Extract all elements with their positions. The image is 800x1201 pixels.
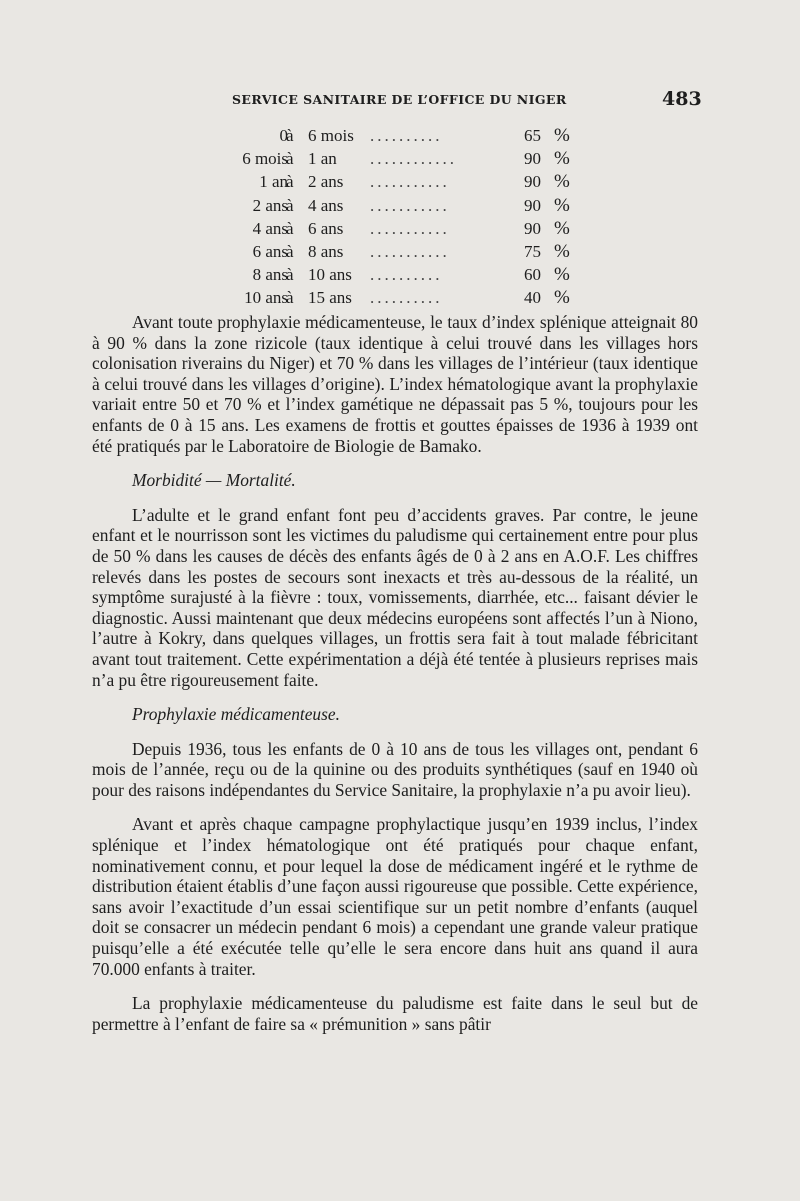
age-to: 1 an (308, 149, 337, 169)
table-row (210, 124, 580, 147)
age-from: 6 ans (252, 241, 288, 261)
percent-sign: % (554, 125, 570, 146)
age-to: 2 ans (308, 172, 344, 192)
age-separator: à (286, 288, 294, 308)
body-text (92, 312, 698, 1034)
rate-value: 90 (524, 149, 541, 169)
rate-value: 65 (524, 126, 541, 145)
section-heading: Prophylaxie médicamenteuse. (132, 704, 340, 725)
rate-value: 60 (524, 265, 541, 285)
age-to: 6 ans (308, 218, 344, 238)
percent-sign: % (554, 194, 570, 216)
age-separator: à (286, 172, 294, 192)
age-from: 2 ans (252, 195, 288, 215)
dot-leader: ............ (370, 149, 457, 169)
age-from: 1 an (259, 172, 288, 192)
dot-leader: ........... (370, 172, 450, 192)
age-to: 10 ans (308, 265, 352, 285)
rate-value: 90 (524, 218, 541, 238)
paragraph: Depuis 1936, tous les enfants de 0 à 10 ans de tous les villages ont, pendant 6 mois de l’année, reçu ou de la quinine ou des produits synthétiques (sauf en 1940 où pour des raisons indépendantes du Service Sanitaire, la prophylaxie n’a pu avoir lieu). (92, 738, 698, 800)
page-number: 483 (662, 88, 702, 110)
rate-value: 90 (524, 195, 541, 215)
percent-sign: % (554, 171, 570, 193)
table-row (210, 263, 580, 286)
splenic-index-table (210, 124, 580, 310)
age-from: 10 ans (244, 288, 288, 308)
dot-leader: ........... (370, 195, 450, 215)
table-row (210, 240, 580, 263)
table-row (210, 194, 580, 217)
dot-leader: ........... (370, 241, 450, 261)
age-from: 6 mois (242, 149, 288, 169)
age-separator: à (286, 149, 294, 169)
age-to: 15 ans (308, 288, 352, 308)
running-head: SERVICE SANITAIRE DE L’OFFICE DU NIGER (232, 92, 567, 107)
age-to: 8 ans (308, 241, 344, 261)
age-separator: à (286, 241, 294, 261)
age-from: 8 ans (252, 265, 288, 285)
percent-sign: % (554, 148, 570, 170)
age-separator: à (286, 126, 294, 145)
rate-value: 90 (524, 172, 541, 192)
table-row (210, 286, 580, 309)
percent-sign: % (554, 217, 570, 239)
paragraph: L’adulte et le grand enfant font peu d’accidents graves. Par contre, le jeune enfant et le nourrisson sont les victimes du paludisme qui certainement entre pour plus de 50 % dans les causes de décès des enfants âgés de 0 à 2 ans en A.O.F. Les chiffres relevés dans les postes de secours sont inexacts et très au-dessous de la réalité, un symptôme surajusté à la fièvre : toux, vomissements, diarrhée, etc... faisant dévier le diagnostic. Aussi maintenant que deux médecins européens sont affectés l’un à Niono, l’autre à Kokry, dans quelques villages, un frottis sera fait à tout malade fébricitant avant tout traitement. Cette expérimentation a déjà été tentée à plusieurs reprises mais n’a pu être rigoureusement faite. (92, 504, 698, 690)
rate-value: 75 (524, 241, 541, 261)
dot-leader: .......... (370, 126, 443, 145)
age-separator: à (286, 265, 294, 285)
percent-sign: % (554, 287, 570, 309)
section-heading: Morbidité — Mortalité. (132, 470, 296, 491)
rate-value: 40 (524, 288, 541, 308)
age-separator: à (286, 218, 294, 238)
age-from: 0 (279, 126, 288, 145)
dot-leader: ........... (370, 218, 450, 238)
age-to: 4 ans (308, 195, 344, 215)
paragraph: Avant toute prophylaxie médicamenteuse, le taux d’index splénique atteignait 80 à 90 % dans la zone rizicole (taux identique à celui trouvé dans les villages hors colonisation riverains du Niger) et 70 % dans les villages de l’intérieur (taux identique à celui trouvé dans les villages d’origine). L’index hématologique avant la prophylaxie variait entre 50 et 70 % et l’index gamétique ne dépassait pas 5 %, toujours pour les enfants de 0 à 15 ans. Les examens de frottis et gouttes épaisses de 1936 à 1939 ont été pratiqués par le Laboratoire de Biologie de Bamako. (92, 312, 698, 456)
age-separator: à (286, 195, 294, 215)
age-to: 6 mois (308, 126, 354, 145)
table-row (210, 170, 580, 193)
dot-leader: .......... (370, 265, 443, 285)
age-from: 4 ans (252, 218, 288, 238)
table-row (210, 217, 580, 240)
percent-sign: % (554, 240, 570, 262)
paragraph: La prophylaxie médicamenteuse du paludisme est faite dans le seul but de permettre à l’enfant de faire sa « prémunition » sans pâtir (92, 993, 698, 1034)
paragraph: Avant et après chaque campagne prophylactique jusqu’en 1939 inclus, l’index splénique et l’index hématologique ont été pratiqués pour chaque enfant, nominativement connu, et pour lequel la dose de médicament ingéré et le rythme de distribution étaient établis d’une façon aussi rigoureuse que possible. Cette expérience, sans avoir l’exactitude d’un essai scientifique sur un petit nombre d’enfants (auquel doit se consacrer un médecin pendant 6 mois) a cependant une grande valeur pratique puisqu’elle a été exécutée telle qu’elle le sera encore dans huit ans quand il aura 70.000 enfants à traiter. (92, 814, 698, 979)
page-header (0, 88, 800, 112)
dot-leader: .......... (370, 288, 443, 308)
percent-sign: % (554, 264, 570, 286)
table-row (210, 147, 580, 170)
